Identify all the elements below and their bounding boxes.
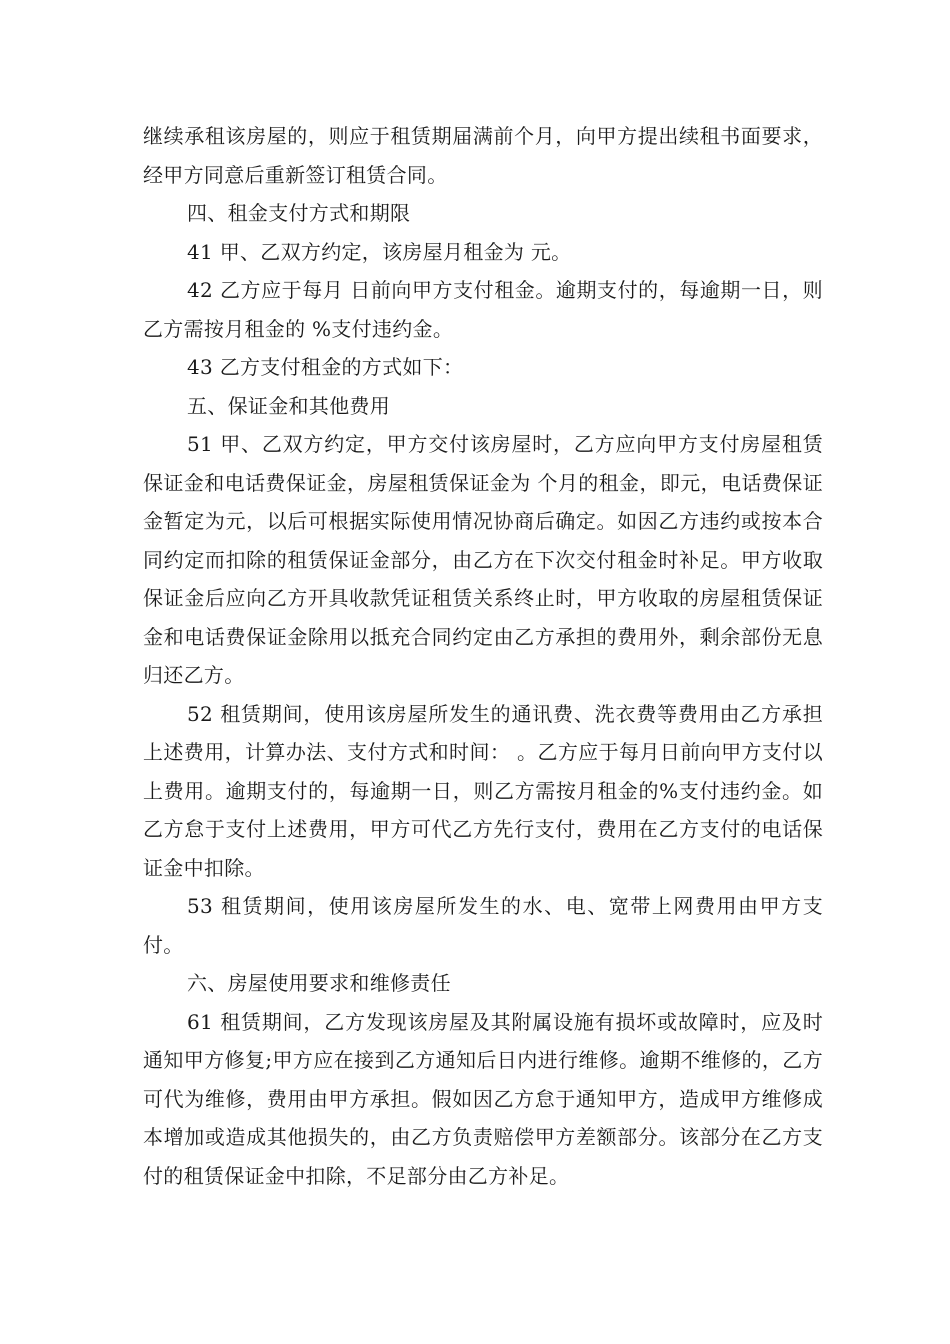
clause-4-1: 41 甲、乙双方约定，该房屋月租金为 元。 [187,239,572,264]
document-page [143,117,823,1195]
section-heading-4: 四、租金支付方式和期限 [187,201,411,225]
section-heading-6: 六、房屋使用要求和维修责任 [187,971,451,995]
clause-5-2: 52 租赁期间，使用该房屋所发生的通讯费、洗衣费等费用由乙方承担上述费用，计算办法、支付方式和时间： 。乙方应于每月日前向甲方支付以上费用。逾期支付的，每逾期一日，则乙方需按月租金的%支付违约金。如乙方怠于支付上述费用，甲方可代乙方先行支付，费用在乙方支付的电话保证金中扣除。 [143,701,823,880]
clause-5-3: 53 租赁期间，使用该房屋所发生的水、电、宽带上网费用由甲方支付。 [143,894,823,957]
clause-5-1: 51 甲、乙双方约定，甲方交付该房屋时，乙方应向甲方支付房屋租赁保证金和电话费保证金，房屋租赁保证金为 个月的租金，即元，电话费保证金暂定为元，以后可根据实际使用情况协商后确定。如因乙方违约或按本合同约定而扣除的租赁保证金部分，由乙方在下次交付租金时补足。甲方收取保证金后应向乙方开具收款凭证租赁关系终止时，甲方收取的房屋租赁保证金和电话费保证金除用以抵充合同约定由乙方承担的费用外，剩余部份无息归还乙方。 [143,432,823,687]
section-heading-5: 五、保证金和其他费用 [187,393,390,418]
clause-4-2: 42 乙方应于每月 日前向甲方支付租金。逾期支付的，每逾期一日，则乙方需按月租金的 %支付违约金。 [143,278,823,341]
paragraph-continuation: 继续承租该房屋的，则应于租赁期届满前个月，向甲方提出续租书面要求，经甲方同意后重新签订租赁合同。 [143,124,823,187]
clause-4-3: 43 乙方支付租金的方式如下： [187,355,464,379]
clause-6-1: 61 租赁期间，乙方发现该房屋及其附属设施有损坏或故障时，应及时通知甲方修复;甲方应在接到乙方通知后日内进行维修。逾期不维修的，乙方可代为维修，费用由甲方承担。假如因乙方怠于通知甲方，造成甲方维修成本增加或造成其他损失的，由乙方负责赔偿甲方差额部分。该部分在乙方支付的租赁保证金中扣除，不足部分由乙方补足。 [143,1009,823,1188]
